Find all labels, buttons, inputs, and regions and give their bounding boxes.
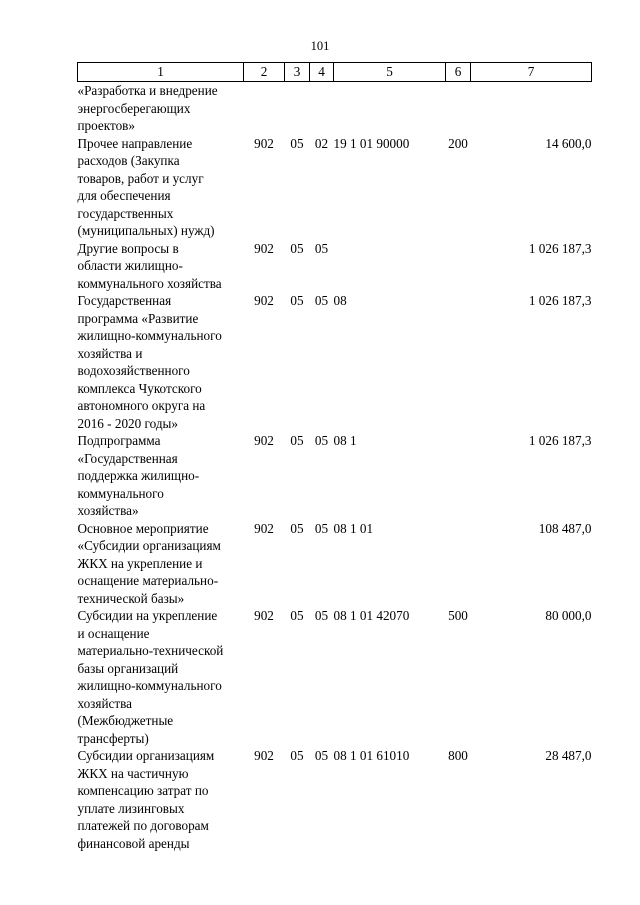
- admin-code-cell: 902: [254, 608, 274, 623]
- amount-cell: 1 026 187,3: [528, 240, 592, 256]
- expense-name-line: для обеспечения: [77, 188, 171, 203]
- expense-name-line: товаров, работ и услуг: [77, 170, 204, 186]
- amount-cell: 1 026 187,3: [528, 433, 592, 448]
- expense-name-line: «Государственная: [77, 450, 178, 466]
- expense-name-line: уплате лизинговых: [77, 800, 185, 816]
- expense-name-line: (Межбюджетные: [77, 713, 174, 728]
- expense-name-line: коммунального: [77, 485, 164, 501]
- section-code-cell: 05: [290, 293, 304, 308]
- expense-name-line: ЖКХ на укрепление и: [77, 555, 203, 571]
- amount-cell: 28 487,0: [545, 748, 592, 763]
- subsection-code-cell: 05: [314, 240, 329, 256]
- expense-name-line: Государственная: [77, 293, 172, 308]
- expense-name-line: и оснащение: [77, 625, 150, 641]
- table-row: [78, 240, 592, 293]
- expense-name-line: жилищно-коммунального: [77, 678, 222, 693]
- header-col-3: 3: [285, 63, 310, 82]
- amount-cell: 80 000,0: [545, 608, 592, 623]
- expense-name-line: Субсидии организациям: [77, 748, 215, 763]
- admin-code-cell: 902: [254, 135, 274, 151]
- target-code-cell: [334, 82, 446, 135]
- header-col-6: 6: [446, 63, 471, 82]
- admin-code-cell: 902: [254, 748, 274, 763]
- admin-code-cell: [244, 82, 285, 135]
- expense-kind-cell: [446, 292, 471, 432]
- expense-name-line: хозяйства»: [77, 503, 139, 518]
- target-code-cell: 08 1 01: [333, 520, 374, 536]
- expense-kind-cell: 800: [448, 748, 468, 763]
- expense-name-line: «Разработка и внедрение: [77, 83, 218, 98]
- admin-code-cell: 902: [254, 293, 274, 308]
- expense-name-line: поддержка жилищно-: [77, 468, 200, 483]
- expense-name-line: энергосберегающих: [77, 100, 191, 116]
- expense-name-line: хозяйства: [77, 695, 133, 711]
- subsection-code-cell: [310, 82, 334, 135]
- target-code-cell: 08 1 01 42070: [333, 608, 410, 623]
- target-code-cell: 19 1 01 90000: [333, 135, 410, 151]
- expense-name-line: Основное мероприятие: [77, 520, 209, 536]
- section-code-cell: 05: [290, 433, 304, 448]
- expense-name-line: расходов (Закупка: [77, 153, 180, 168]
- expense-name-line: платежей по договорам: [77, 818, 209, 833]
- subsection-code-cell: 05: [314, 748, 329, 763]
- expense-kind-cell: [446, 82, 471, 135]
- subsection-code-cell: 05: [314, 520, 329, 536]
- page-number: 101: [310, 39, 330, 53]
- subsection-code-cell: 02: [314, 135, 329, 151]
- expense-name-cell: [78, 520, 244, 608]
- admin-code-cell: 902: [254, 520, 274, 536]
- section-code-cell: 05: [290, 135, 304, 151]
- table-row: [78, 82, 592, 135]
- expense-name-line: ЖКХ на частичную: [77, 765, 189, 781]
- admin-code-cell: 902: [254, 240, 274, 256]
- header-col-5: 5: [334, 63, 446, 82]
- expense-name-line: Подпрограмма: [77, 433, 161, 448]
- section-code-cell: 05: [290, 608, 304, 623]
- target-code-cell: [334, 240, 446, 293]
- expense-name-line: (муниципальных) нужд): [77, 223, 215, 238]
- expense-name-cell: [78, 432, 244, 520]
- header-col-2: 2: [244, 63, 285, 82]
- expense-name-line: автономного округа на: [77, 398, 206, 413]
- expense-name-line: комплекса Чукотского: [77, 380, 202, 396]
- expense-name-line: компенсацию затрат по: [77, 783, 209, 798]
- expense-kind-cell: [446, 240, 471, 293]
- expense-name-line: 2016 - 2020 годы»: [77, 415, 178, 431]
- header-col-1: 1: [78, 63, 244, 82]
- expense-kind-cell: [446, 520, 471, 608]
- expense-name-line: области жилищно-: [77, 258, 183, 273]
- expense-kind-cell: 200: [448, 135, 468, 151]
- expense-name-line: водохозяйственного: [77, 363, 190, 378]
- section-code-cell: [285, 82, 310, 135]
- expense-name-line: государственных: [77, 205, 174, 221]
- expense-name-cell: [78, 240, 244, 293]
- amount-cell: 1 026 187,3: [528, 293, 592, 308]
- amount-cell: [471, 82, 592, 135]
- table-row: [78, 747, 592, 852]
- expense-name-line: Прочее направление: [77, 135, 193, 151]
- expense-name-cell: [78, 292, 244, 432]
- expense-name-line: проектов»: [77, 118, 135, 133]
- target-code-cell: 08 1 01 61010: [333, 748, 410, 763]
- expense-name-line: жилищно-коммунального: [77, 328, 222, 343]
- subsection-code-cell: 05: [314, 433, 329, 448]
- table-row: [78, 607, 592, 747]
- expense-kind-cell: 500: [448, 608, 468, 623]
- expense-name-cell: [78, 82, 244, 135]
- table-row: [78, 135, 592, 240]
- expense-name-line: Субсидии на укрепление: [77, 608, 218, 623]
- header-col-4: 4: [310, 63, 334, 82]
- expense-name-cell: [78, 747, 244, 852]
- header-row: [78, 63, 592, 82]
- expense-name-line: оснащение материально-: [77, 573, 219, 588]
- expense-name-line: трансферты): [77, 730, 149, 746]
- admin-code-cell: 902: [254, 433, 274, 448]
- expense-name-line: «Субсидии организациям: [77, 538, 221, 553]
- budget-table: [77, 62, 592, 852]
- target-code-cell: 08 1: [333, 433, 357, 448]
- expense-name-line: финансовой аренды: [77, 835, 190, 851]
- table-row: [78, 432, 592, 520]
- expense-name-line: базы организаций: [77, 660, 179, 676]
- expense-name-cell: [78, 135, 244, 240]
- expense-name-line: программа «Развитие: [77, 310, 199, 326]
- amount-cell: 14 600,0: [545, 135, 592, 151]
- section-code-cell: 05: [290, 748, 304, 763]
- subsection-code-cell: 05: [314, 293, 329, 308]
- expense-name-line: Другие вопросы в: [77, 240, 179, 256]
- expense-name-cell: [78, 607, 244, 747]
- expense-name-line: коммунального хозяйства: [77, 275, 222, 291]
- target-code-cell: 08: [333, 293, 347, 308]
- header-col-7: 7: [471, 63, 592, 82]
- expense-name-line: материально-технической: [77, 643, 224, 658]
- expense-name-line: хозяйства и: [77, 345, 143, 361]
- expense-name-line: технической базы»: [77, 590, 185, 606]
- table-row: [78, 520, 592, 608]
- subsection-code-cell: 05: [314, 608, 329, 623]
- section-code-cell: 05: [290, 240, 304, 256]
- amount-cell: 108 487,0: [538, 520, 592, 536]
- expense-kind-cell: [446, 432, 471, 520]
- table-row: [78, 292, 592, 432]
- section-code-cell: 05: [290, 520, 304, 536]
